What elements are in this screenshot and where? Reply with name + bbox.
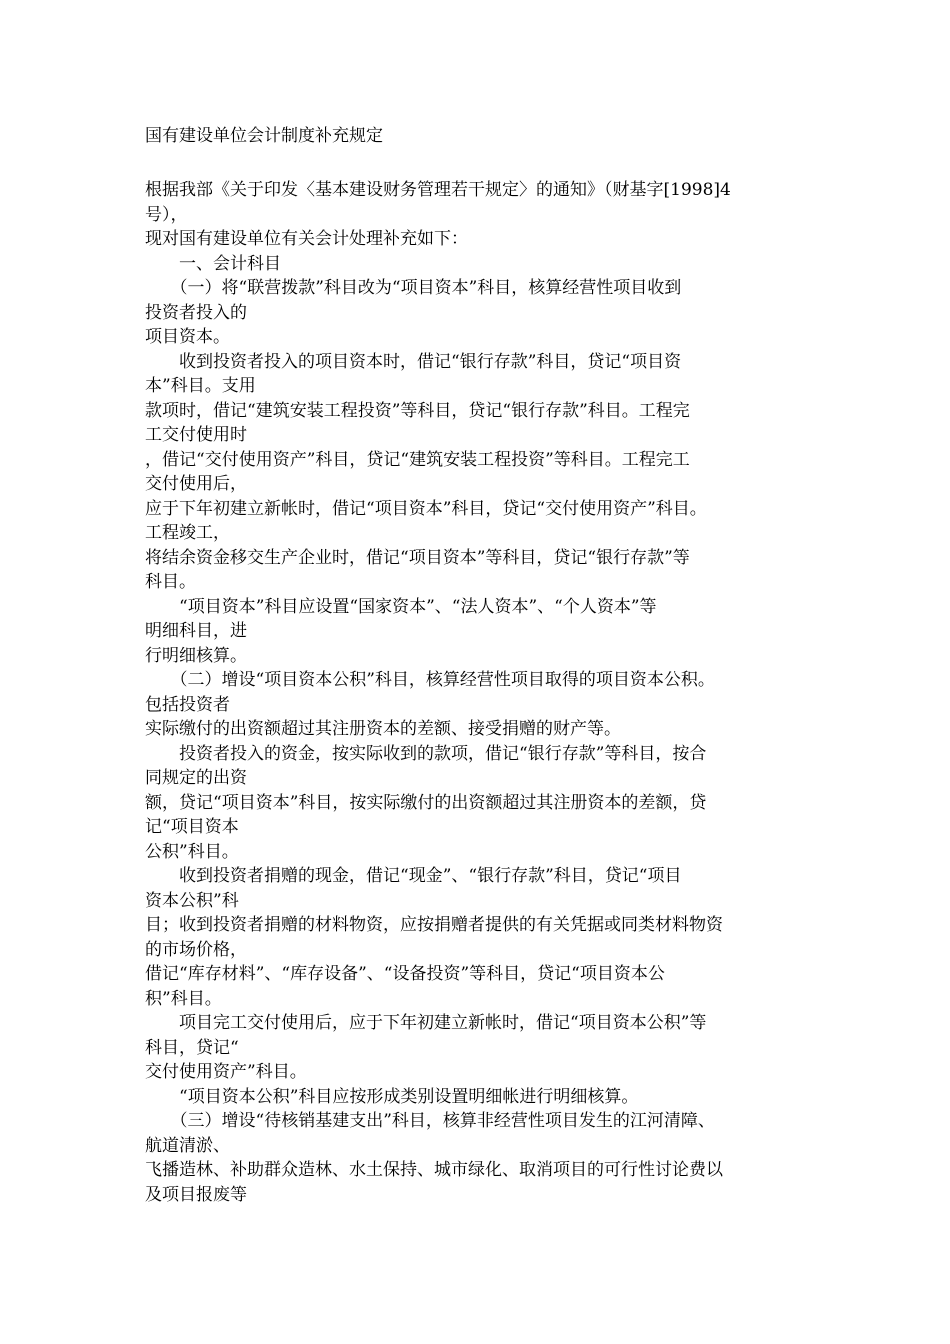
text-line: 收到投资者投入的项目资本时，借记“银行存款”科目，贷记“项目资 [145,351,682,372]
text-line: 投资者投入的 [145,302,247,323]
text-line: 记“项目资本 [145,817,239,837]
text-line: 同规定的出资 [145,768,247,788]
document-title: 国有建设单位会计制度补充规定 [145,126,383,146]
text-line: ，借记“交付使用资产”科目，贷记“建筑安装工程投资”等科目。工程完工 [145,449,690,470]
text-line: 一、会计科目 [145,253,281,274]
text-line: 号）， [145,204,188,225]
text-line: 工交付使用时 [145,425,247,445]
text-line: 实际缴付的出资额超过其注册资本的差额、接受捐赠的财产等。 [145,719,621,739]
text-line: 现对国有建设单位有关会计处理补充如下： [145,229,468,249]
text-line: 额，贷记“项目资本”科目，按实际缴付的出资额超过其注册资本的差额，贷 [145,792,707,813]
text-line: 行明细核算。 [145,645,247,666]
text-line: 科目。 [145,572,196,592]
text-line: 项目资本。 [145,327,230,347]
text-line: （一）将“联营拨款”科目改为“项目资本”科目，核算经营性项目收到 [145,278,682,298]
text-line: 的市场价格， [145,939,247,960]
text-line: 公积”科目。 [145,841,239,862]
text-line: 应于下年初建立新帐时，借记“项目资本”科目，贷记“交付使用资产”科目。 [145,498,707,519]
text-line: 资本公积”科 [145,890,239,911]
text-line: 投资者投入的资金，按实际收到的款项，借记“银行存款”等科目，按合 [145,743,707,764]
text-line: 及项目报废等 [145,1184,247,1205]
document-body [145,178,825,1207]
text-line: “项目资本公积”科目应按形成类别设置明细帐进行明细核算。 [145,1086,639,1107]
text-line: 本”科目。支用 [145,376,256,396]
text-line: 交付使用资产”科目。 [145,1062,307,1082]
text-line: 收到投资者捐赠的现金，借记“现金”、“银行存款”科目，贷记“项目 [145,866,682,886]
text-line: 项目完工交付使用后，应于下年初建立新帐时，借记“项目资本公积”等 [145,1013,707,1033]
text-line: （二）增设“项目资本公积”科目，核算经营性项目取得的项目资本公积。 [145,670,715,690]
text-line: 飞播造林、补助群众造林、水土保持、城市绿化、取消项目的可行性讨论费以 [145,1160,723,1180]
text-line: 款项时，借记“建筑安装工程投资”等科目，贷记“银行存款”科目。工程完 [145,400,690,421]
text-line: 包括投资者 [145,694,230,715]
text-line: 借记“库存材料”、“库存设备”、“设备投资”等科目，贷记“项目资本公 [145,964,665,984]
text-line: 根据我部《关于印发〈基本建设财务管理若干规定〉的通知》（财基字[1998]4 [145,180,731,200]
text-line: 积”科目。 [145,988,222,1009]
text-line: 工程竣工， [145,523,230,543]
text-line: 目；收到投资者捐赠的材料物资，应按捐赠者提供的有关凭据或同类材料物资 [145,915,723,935]
text-line: （三）增设“待核销基建支出”科目，核算非经营性项目发生的江河清障、 [145,1111,715,1131]
text-line: 科目，贷记“ [145,1037,239,1058]
text-line: 明细科目，进 [145,621,247,641]
text-line: 航道清淤、 [145,1135,230,1156]
text-line: “项目资本”科目应设置“国家资本”、“法人资本”、“个人资本”等 [145,596,657,617]
text-line: 将结余资金移交生产企业时，借记“项目资本”等科目，贷记“银行存款”等 [145,547,690,568]
text-line: 交付使用后， [145,474,247,494]
